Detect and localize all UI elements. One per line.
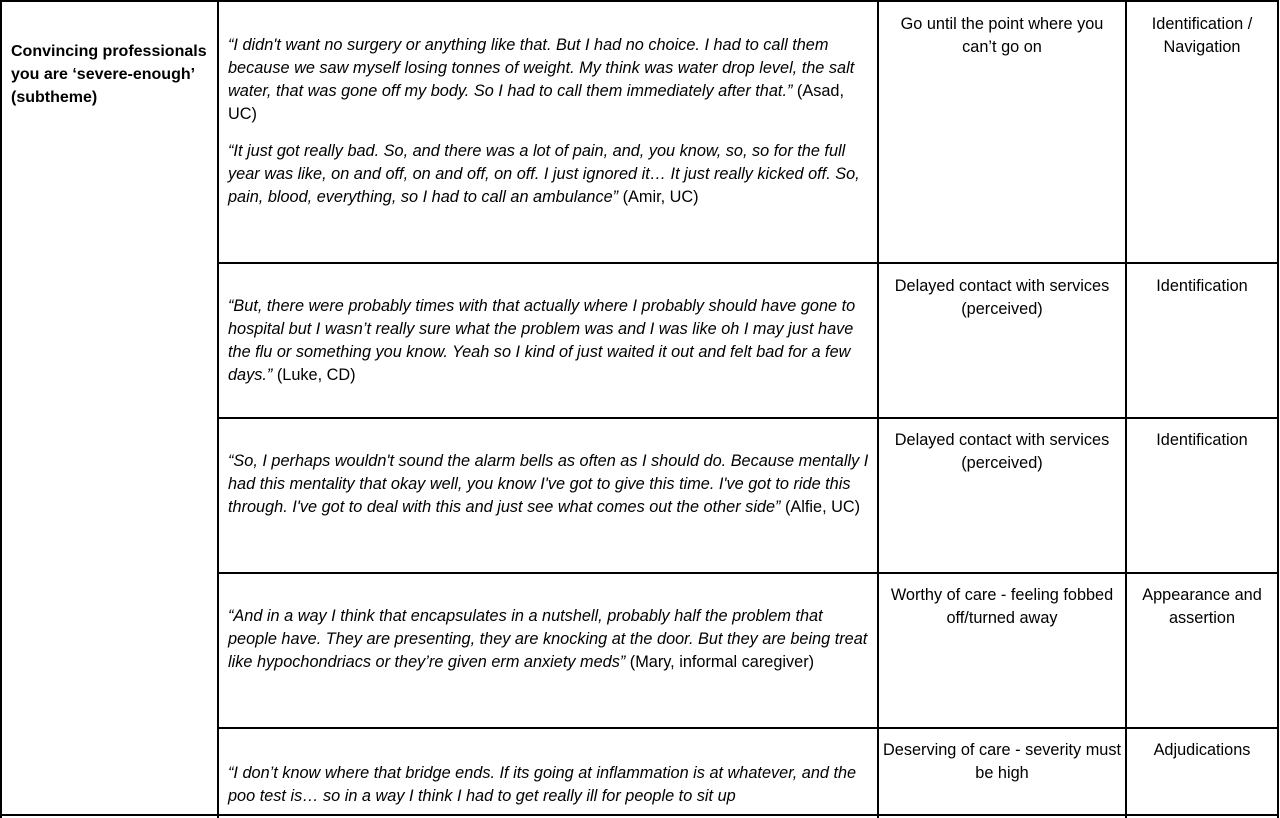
category-cell: Identification <box>1156 431 1248 449</box>
quote-paragraph <box>228 295 872 387</box>
row-divider <box>217 727 1279 729</box>
category-cell: Adjudications <box>1153 741 1251 759</box>
table-border-right <box>1277 0 1279 818</box>
quote-text: “I don’t know where that bridge ends. If its going at inflammation is at whatever, and the poo test is… so in a way I think I had to get really ill for people to sit up <box>228 764 857 805</box>
quote-paragraph <box>228 140 872 209</box>
quote-attribution: (Amir, UC) <box>618 188 699 206</box>
quote-paragraph <box>228 762 872 808</box>
quote-cell <box>228 450 872 519</box>
column-divider-2 <box>877 0 879 818</box>
column-divider-1 <box>217 0 219 818</box>
category-cell: Identification <box>1156 277 1248 295</box>
table-border-left <box>0 0 2 818</box>
row-divider <box>217 572 1279 574</box>
quote-paragraph <box>228 450 872 519</box>
category-cell: Identification / Navigation <box>1151 15 1253 56</box>
row-divider <box>217 262 1279 264</box>
quote-attribution: (Mary, informal caregiver) <box>625 653 815 671</box>
quote-text: “It just got really bad. So, and there was a lot of pain, and, you know, so, so for the full year was like, on and off, on and off, on off. I just ignored it… It just really kicked off. So, pain, blood, everything, so I had to call an ambulance” <box>228 142 860 206</box>
quote-attribution: (Alfie, UC) <box>780 498 861 516</box>
table-border-top <box>0 0 1279 2</box>
quote-attribution: (Luke, CD) <box>272 366 356 384</box>
quote-text: “And in a way I think that encapsulates in a nutshell, probably half the problem that people have. They are presenting, they are knocking at the door. But they are being treat like hypochondriacs or they’re given erm anxiety meds” <box>228 607 868 671</box>
code-cell: Delayed contact with services (perceived) <box>894 431 1110 472</box>
quote-text: “I didn't want no surgery or anything like that. But I had no choice. I had to call them because we saw myself losing tonnes of weight. My think was water drop level, the salt water, that was gone off my body. So I had to call them immediately after that.” <box>228 36 855 100</box>
table-border-bottom <box>0 814 1279 816</box>
category-cell: Appearance and assertion <box>1142 586 1262 627</box>
quote-cell <box>228 762 872 808</box>
quote-cell <box>228 605 872 674</box>
subtheme-label: Convincing professionals you are ‘severe-enough’ (subtheme) <box>11 43 207 106</box>
quote-text: “So, I perhaps wouldn't sound the alarm bells as often as I should do. Because mentally I had this mentality that okay well, you know I've got to give this time. I've got to ride this through. I've got to deal with this and just see what comes out the other side” <box>228 452 869 516</box>
column-divider-3 <box>1125 0 1127 818</box>
code-cell: Deserving of care - severity must be high <box>883 741 1121 782</box>
quote-text: “But, there were probably times with that actually where I probably should have gone to hospital but I wasn’t really sure what the problem was and I was like oh I may just have the flu or something you know. Yeah so I kind of just waited it out and felt bad for a few days.” <box>228 297 856 384</box>
quote-cell <box>228 34 872 209</box>
code-cell: Go until the point where you can’t go on <box>900 15 1104 56</box>
code-cell: Delayed contact with services (perceived) <box>894 277 1110 318</box>
quote-attribution: (Asad, UC) <box>228 82 844 123</box>
quote-paragraph <box>228 605 872 674</box>
quote-paragraph <box>228 34 872 126</box>
code-cell: Worthy of care - feeling fobbed off/turned away <box>890 586 1114 627</box>
quote-cell <box>228 295 872 387</box>
row-divider <box>217 417 1279 419</box>
